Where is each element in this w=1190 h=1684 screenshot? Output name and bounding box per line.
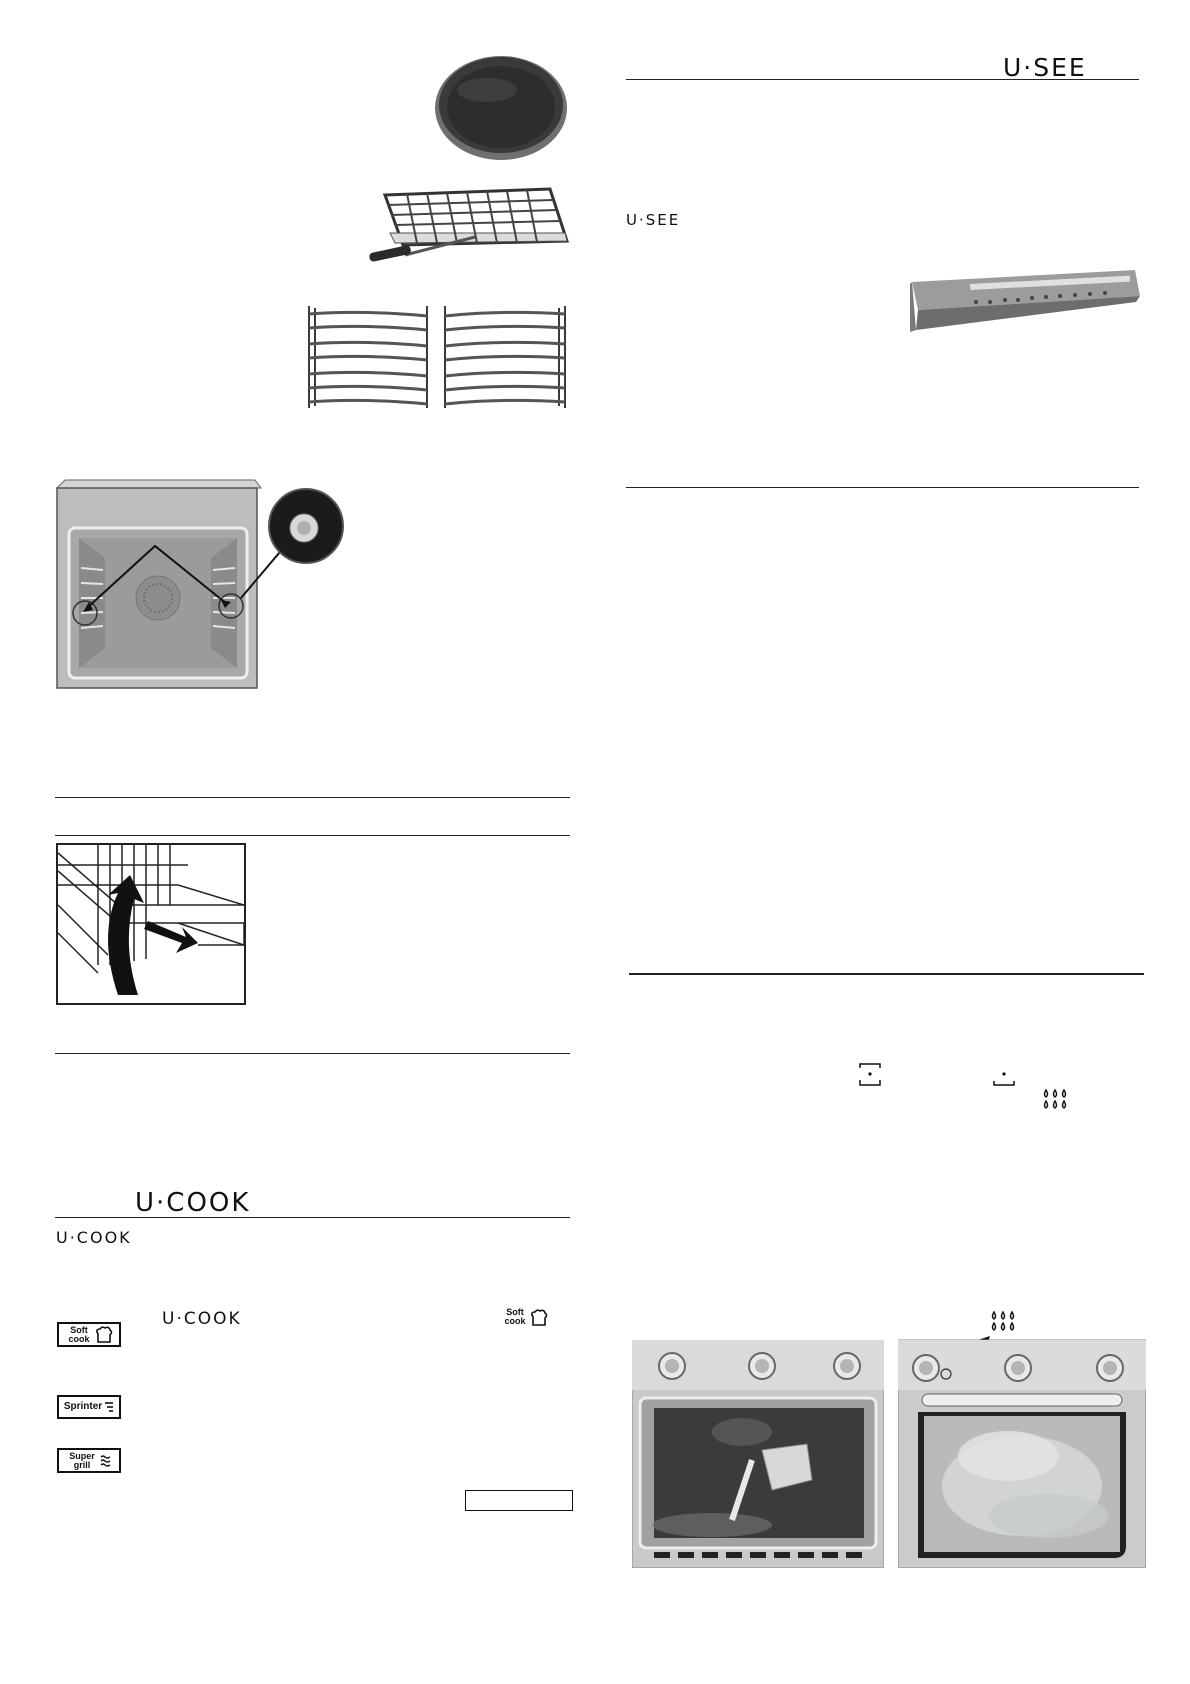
oven-water-pouring-image [632, 1340, 884, 1568]
softcook-badge: Soft cook [57, 1322, 121, 1347]
divider-line [55, 797, 570, 798]
usee-small-logo: U·SEE [626, 211, 681, 229]
fan-bottom-symbol [992, 1070, 1016, 1088]
light-strip-image [910, 268, 1142, 334]
side-racks-image [303, 300, 571, 412]
sprinter-badge: Sprinter [57, 1395, 121, 1419]
divider-line [55, 1217, 570, 1218]
oven-steam-image [898, 1336, 1146, 1568]
ucook-title-logo: U·COOK [135, 1188, 251, 1218]
divider-line [629, 973, 1144, 975]
ucook-small-logo: U·COOK [56, 1228, 132, 1247]
softcook-inline-icon: Soft cook [502, 1308, 554, 1328]
oven-cavity-diagram [55, 478, 347, 690]
ucook-inline-logo: U·COOK [162, 1309, 242, 1329]
divider-line [55, 1053, 570, 1054]
bottom-heat-symbol [858, 1062, 882, 1088]
empty-outline-box [465, 1490, 573, 1511]
usee-header-logo: U·SEE [1003, 53, 1087, 82]
rack-removal-diagram [56, 843, 246, 1005]
round-baking-tray-image [432, 50, 570, 162]
supergrill-badge: Super grill [57, 1448, 121, 1473]
divider-line [626, 487, 1139, 488]
divider-line [626, 79, 1139, 80]
water-drops-icon [1042, 1088, 1068, 1112]
divider-line [55, 835, 570, 836]
wire-grill-image [355, 185, 570, 265]
water-drops-icon [990, 1310, 1016, 1334]
